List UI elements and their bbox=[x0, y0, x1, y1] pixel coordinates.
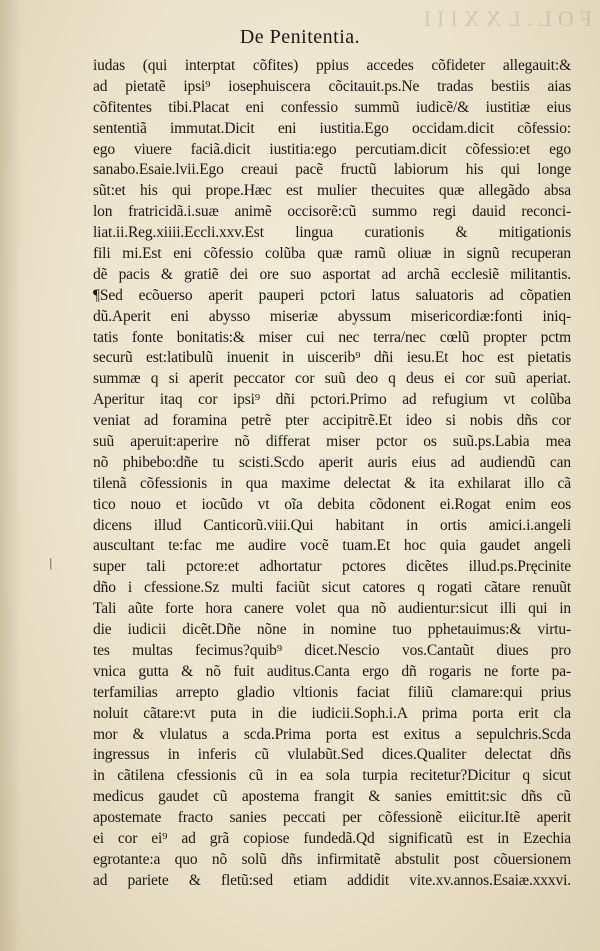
text-line: lon fratricidã.i.suæ animẽ occisorẽ:cũ summo regi dauid reconci- bbox=[93, 203, 571, 221]
text-line: in cãtilena cfessionis cũ in ea sola turpia recitetur?Dicitur q sicut bbox=[93, 767, 571, 785]
text-line: suũ aperuit:aperire nõ differat miser pctor os suũ.ps.Labia mea bbox=[93, 433, 571, 451]
text-line: fili mi.Est eni cõfessio colũba quæ ramũ oliuæ in signũ recuperan bbox=[93, 245, 571, 263]
text-line: super tali pctore:et adhortatur pctores dicẽtes illud.ps.Pręcinite bbox=[93, 558, 571, 576]
text-block bbox=[93, 56, 571, 892]
show-through-text: FOL.LXXIII bbox=[417, 6, 592, 31]
text-line: ei cor ei⁹ ad grã copiose fundedã.Qd significatũ est in Ezechia bbox=[93, 829, 571, 847]
text-line: tes multas fecimus?quib⁹ dicet.Nescio vos.Cantaũt diues pro bbox=[93, 641, 571, 659]
text-line: sũt:et his qui prope.Hæc est mulier thecuites quæ allegãdo absa bbox=[93, 182, 571, 200]
text-line: liat.ii.Reg.xiiii.Eccli.xxv.Est lingua curationis & mitigationis bbox=[93, 224, 571, 242]
text-line: tico nouo et iocũdo vt oĩa debita cõdonent ei.Rogat enim eos bbox=[93, 495, 571, 513]
text-line: cõfitentes tibi.Placat eni confessio summũ iudicẽ/& iustitiæ eius bbox=[93, 98, 571, 116]
text-line: iudas (qui interptat cõfites) ppius accedes cõfideter allegauit:& bbox=[93, 57, 571, 74]
text-line: Aperitur itaq cor ipsi⁹ dñi pctori.Primo ad refugium vt colũba bbox=[93, 391, 571, 409]
text-line: die iudicii dicẽt.Dñe nõne in nomine tuo pphetauimus:& virtu- bbox=[93, 621, 571, 639]
margin-mark: / bbox=[46, 555, 57, 574]
text-line: mor & vlulatus a scda.Prima porta est exitus a sepulchris.Scda bbox=[93, 725, 571, 743]
text-line: dicens illud Canticorũ.viii.Qui habitant in ortis amici.i.angeli bbox=[93, 516, 571, 534]
text-line: egrotante:a quo nõ solũ dñs infirmitatẽ abstulit post cõuersionem bbox=[93, 850, 571, 868]
text-line: Tali aũte forte hora canere volet qua nõ audientur:sicut illi qui in bbox=[93, 600, 571, 618]
text-line: veniat ad foramina petrẽ pter accipitrẽ.Et ideo si nobis dñs cor bbox=[93, 412, 571, 430]
text-line: terfamilias arrepto gladio vltionis faciat filiũ clamare:qui prius bbox=[93, 683, 571, 701]
text-line: tilenã cõfessionis in qua maxime delectat & ita exhilarat illo cã bbox=[93, 474, 571, 492]
text-line: vnica gutta & nõ fuit auditus.Canta ergo dñ rogaris ne forte pa- bbox=[93, 662, 571, 680]
text-line: ego viuere faciã.dicit iustitia:ego percutiam.dicit cõfessio:et ego bbox=[93, 140, 571, 158]
text-line: ingressus in inferis cũ vlulabũt.Sed dices.Qualiter delectat dñs bbox=[93, 746, 571, 764]
text-line: summæ q si aperit peccator cor suũ deo q deus ei cor suũ aperiat. bbox=[93, 370, 571, 388]
text-line: ¶Sed ecõuerso aperit pauperi pctori latus saluatoris ad cõpatien bbox=[93, 286, 571, 304]
text-line: nõ phibebo:dñe tu scisti.Scdo aperit auris eius ad audiendũ can bbox=[93, 453, 571, 471]
text-line: securũ est:latibulũ inuenit in uiscerib⁹ dñi iesu.Et hoc est pietatis bbox=[93, 349, 571, 367]
gutter-shadow bbox=[0, 0, 22, 951]
text-line: tatis fonte bonitatis:& miser cui nec terra/nec cœlũ propter pctm bbox=[93, 328, 571, 346]
text-line: apostemate fracto sanies peccati per cõfessionẽ eiicitur.Itẽ aperit bbox=[93, 809, 571, 827]
text-line: medicus gaudet cũ apostema frangit & sanies emittit:sic dñs cũ bbox=[93, 788, 571, 806]
text-line: dño i cfessione.Sz multi faciũt sicut catores q rogati cãtare renuũt bbox=[93, 579, 571, 597]
running-head: De Penitentia. bbox=[239, 26, 361, 48]
text-line: noluit cãtare:vt puta in die iudicii.Soph.i.A prima porta erit cla bbox=[93, 704, 571, 722]
text-line: auscultant te:fac me audire vocẽ tuam.Et hoc quia gaudet angeli bbox=[93, 537, 571, 555]
text-line: ad pietatẽ ipsi⁹ iosephuiscera cõcitauit.ps.Ne tradas bestiis aias bbox=[93, 77, 571, 95]
text-line: sententiã immutat.Dicit eni iustitia.Ego occidam.dicit cõfessio: bbox=[93, 119, 571, 137]
text-line: dẽ pacis & gratiẽ dei ore suo asportat ad archã ecclesiẽ militantis. bbox=[93, 265, 571, 283]
text-line: ad pariete & fletũ:sed etiam addidit vite.xv.annos.Esaiæ.xxxvi. bbox=[93, 871, 571, 889]
text-line: sanabo.Esaie.lvii.Ego creaui pacẽ fructũ labiorum his qui longe bbox=[93, 161, 571, 179]
text-line: dũ.Aperit eni abysso miseriæ abyssum misericordiæ:fonti iniq- bbox=[93, 307, 571, 325]
